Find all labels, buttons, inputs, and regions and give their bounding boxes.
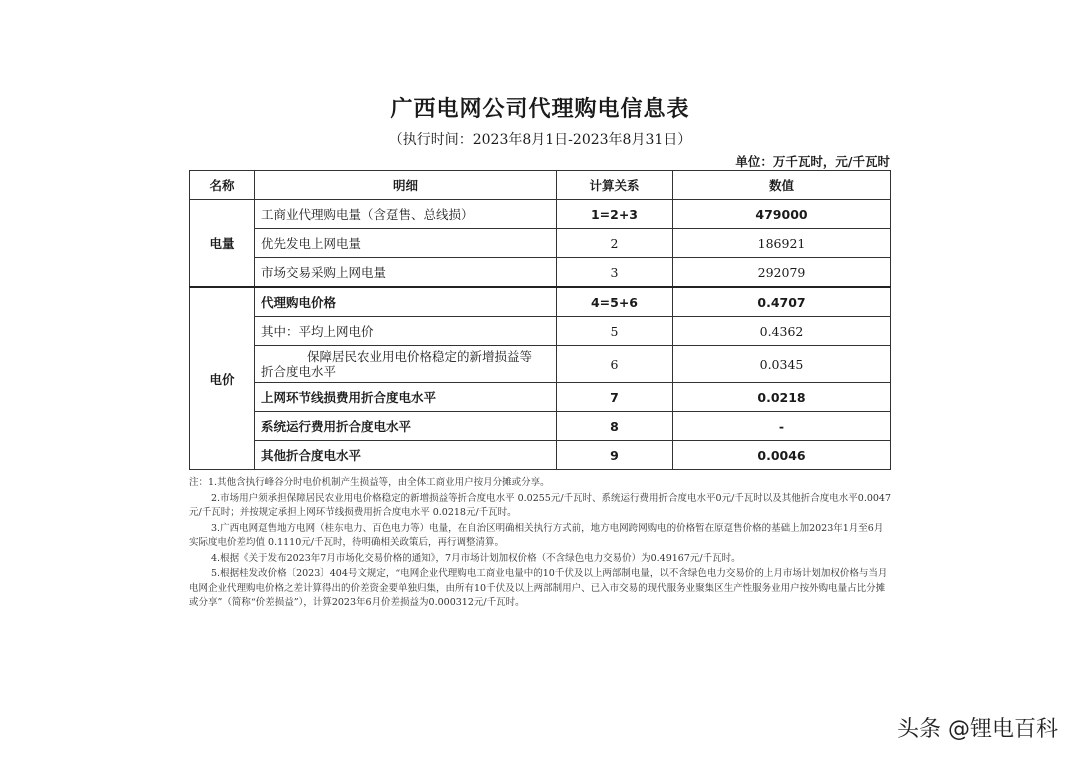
table-row [190, 229, 891, 258]
row-calc: 5 [557, 317, 673, 346]
table-row [190, 412, 891, 441]
row-value: 0.4707 [673, 287, 891, 317]
row-detail: 其中：平均上网电价 [255, 317, 557, 346]
notes-section [189, 476, 891, 612]
row-detail: 系统运行费用折合度电水平 [255, 412, 557, 441]
row-calc: 6 [557, 346, 673, 383]
row-value: 0.0046 [673, 441, 891, 470]
row-detail: 其他折合度电水平 [255, 441, 557, 470]
note-2: 2.市场用户须承担保障居民农业用电价格稳定的新增损益等折合度电水平 0.0255元/千瓦时、系统运行费用折合度电水平0元/千瓦时以及其他折合度电水平0.0047元/千瓦时；并按规定承担上网环节线损费用折合度电水平 0.0218元/千瓦时。 [189, 492, 892, 518]
row-detail: 代理购电价格 [255, 287, 557, 317]
table-row [190, 258, 891, 288]
header-calc: 计算关系 [557, 171, 673, 200]
header-value: 数值 [673, 171, 891, 200]
row-calc: 9 [557, 441, 673, 470]
table-row [190, 317, 891, 346]
note-4: 4.根据《关于发布2023年7月市场化交易价格的通知》，7月市场计划加权价格（不含绿色电力交易价）为0.49167元/千瓦时。 [211, 552, 741, 564]
row-detail-line2: 折合度电水平 [261, 364, 337, 379]
note-1: 注：1.其他含执行峰谷分时电价机制产生损益等，由全体工商业用户按月分摊或分享。 [189, 477, 550, 488]
table-row [190, 346, 891, 383]
table-row [190, 287, 891, 317]
table-header-row [190, 171, 891, 200]
group-name-electricity: 电量 [190, 200, 255, 288]
row-value: 292079 [673, 258, 891, 288]
row-calc: 2 [557, 229, 673, 258]
header-detail: 明细 [255, 171, 557, 200]
row-detail: 优先发电上网电量 [255, 229, 557, 258]
row-value: 0.0345 [673, 346, 891, 383]
row-detail: 上网环节线损费用折合度电水平 [255, 383, 557, 412]
row-detail: 市场交易采购上网电量 [255, 258, 557, 288]
table-row [190, 200, 891, 229]
row-calc: 4=5+6 [557, 287, 673, 317]
note-3: 3.广西电网趸售地方电网（桂东电力、百色电力等）电量，在自治区明确相关执行方式前，地方电网跨网购电的价格暂在原趸售价格的基础上加2023年1月至6月实际度电价差均值 0.1110元/千瓦时，待明确相关政策后，再行调整清算。 [189, 522, 884, 548]
row-value: 0.4362 [673, 317, 891, 346]
document-title: 广西电网公司代理购电信息表 [390, 97, 690, 122]
table-row [190, 383, 891, 412]
row-detail [255, 346, 557, 383]
row-value: 479000 [673, 200, 891, 229]
header-name: 名称 [190, 171, 255, 200]
watermark: 头条 @锂电百科 [897, 717, 1058, 742]
row-value: - [673, 412, 891, 441]
document-subtitle: （执行时间：2023年8月1日-2023年8月31日） [388, 132, 692, 148]
row-value: 0.0218 [673, 383, 891, 412]
group-name-price: 电价 [190, 287, 255, 470]
row-calc: 1=2+3 [557, 200, 673, 229]
row-detail: 工商业代理购电量（含趸售、总线损） [255, 200, 557, 229]
note-5: 5.根据桂发改价格〔2023〕404号文规定，“电网企业代理购电工商业电量中的10千伏及以上两部制电量，以不含绿色电力交易价的上月市场计划加权价格与当月电网企业代理购电价格之差计算得出的价差资金要单独归集，由所有10千伏及以上两部制用户、已入市交易的现代服务业聚集区生产性服务业用户按外购电量占比分摊或分享”（简称“价差损益”），计算2023年6月价差损益为0.000312元/千瓦时。 [189, 568, 888, 608]
row-calc: 8 [557, 412, 673, 441]
unit-label: 单位：万千瓦时，元/千瓦时 [735, 154, 890, 169]
info-table [189, 170, 891, 470]
row-calc: 3 [557, 258, 673, 288]
row-calc: 7 [557, 383, 673, 412]
table-row [190, 441, 891, 470]
row-value: 186921 [673, 229, 891, 258]
row-detail-line1: 保障居民农业用电价格稳定的新增损益等 [307, 349, 533, 364]
